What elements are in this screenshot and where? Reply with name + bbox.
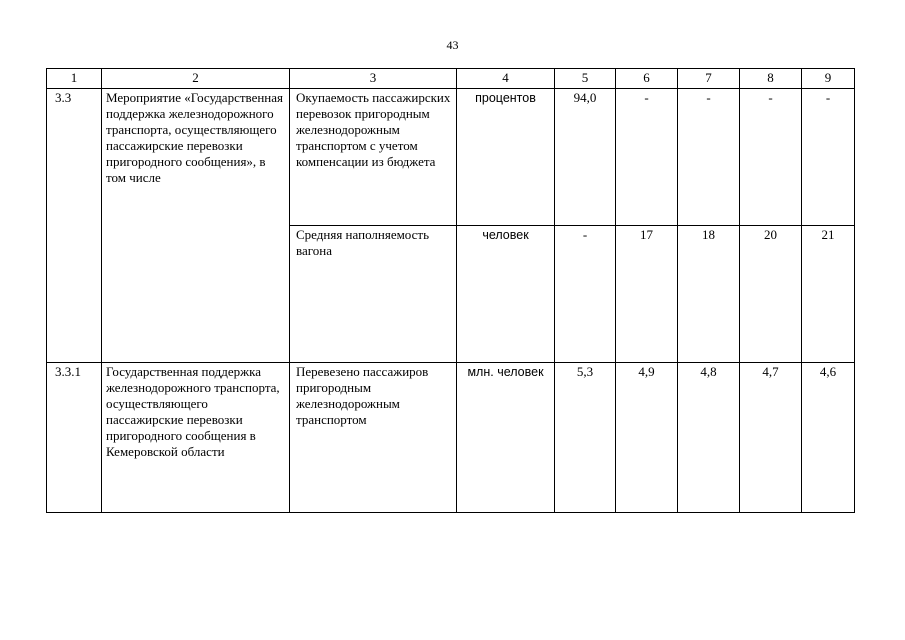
header-cell: 3 [290,69,457,89]
page-number: 43 [446,38,459,52]
indicator-name: Окупаемость пассажирских перевозок пригородным железнодорожным транспортом с учетом компенсации из бюджета [290,89,457,226]
header-cell: 5 [555,69,616,89]
event-name: Мероприятие «Государственная поддержка железнодорожного транспорта, осуществляющего пассажирские перевозки пригородного сообщения», в том числе [102,89,290,363]
header-cell: 1 [47,69,102,89]
value-cell: - [740,89,802,226]
header-cell: 6 [616,69,678,89]
program-indicators-table [46,68,855,513]
value-cell: - [555,226,616,363]
indicator-unit: млн. человек [457,363,555,513]
value-cell: 4,8 [678,363,740,513]
header-cell: 8 [740,69,802,89]
value-cell: 5,3 [555,363,616,513]
indicator-unit: процентов [457,89,555,226]
indicator-name: Перевезено пассажиров пригородным железнодорожным транспортом [290,363,457,513]
header-cell: 7 [678,69,740,89]
value-cell: 4,7 [740,363,802,513]
indicator-name: Средняя наполняемость вагона [290,226,457,363]
value-cell: 21 [802,226,855,363]
table-row [47,89,855,226]
header-cell: 9 [802,69,855,89]
value-cell: 17 [616,226,678,363]
event-name: Государственная поддержка железнодорожного транспорта, осуществляющего пассажирские перевозки пригородного сообщения в Кемеровской области [102,363,290,513]
value-cell: 18 [678,226,740,363]
indicator-unit: человек [457,226,555,363]
value-cell: 94,0 [555,89,616,226]
row-code: 3.3.1 [47,363,102,513]
value-cell: 4,9 [616,363,678,513]
value-cell: 4,6 [802,363,855,513]
header-row [47,69,855,89]
value-cell: - [802,89,855,226]
header-cell: 4 [457,69,555,89]
value-cell: - [678,89,740,226]
value-cell: 20 [740,226,802,363]
row-code: 3.3 [47,89,102,363]
table-row [47,363,855,513]
value-cell: - [616,89,678,226]
header-cell: 2 [102,69,290,89]
